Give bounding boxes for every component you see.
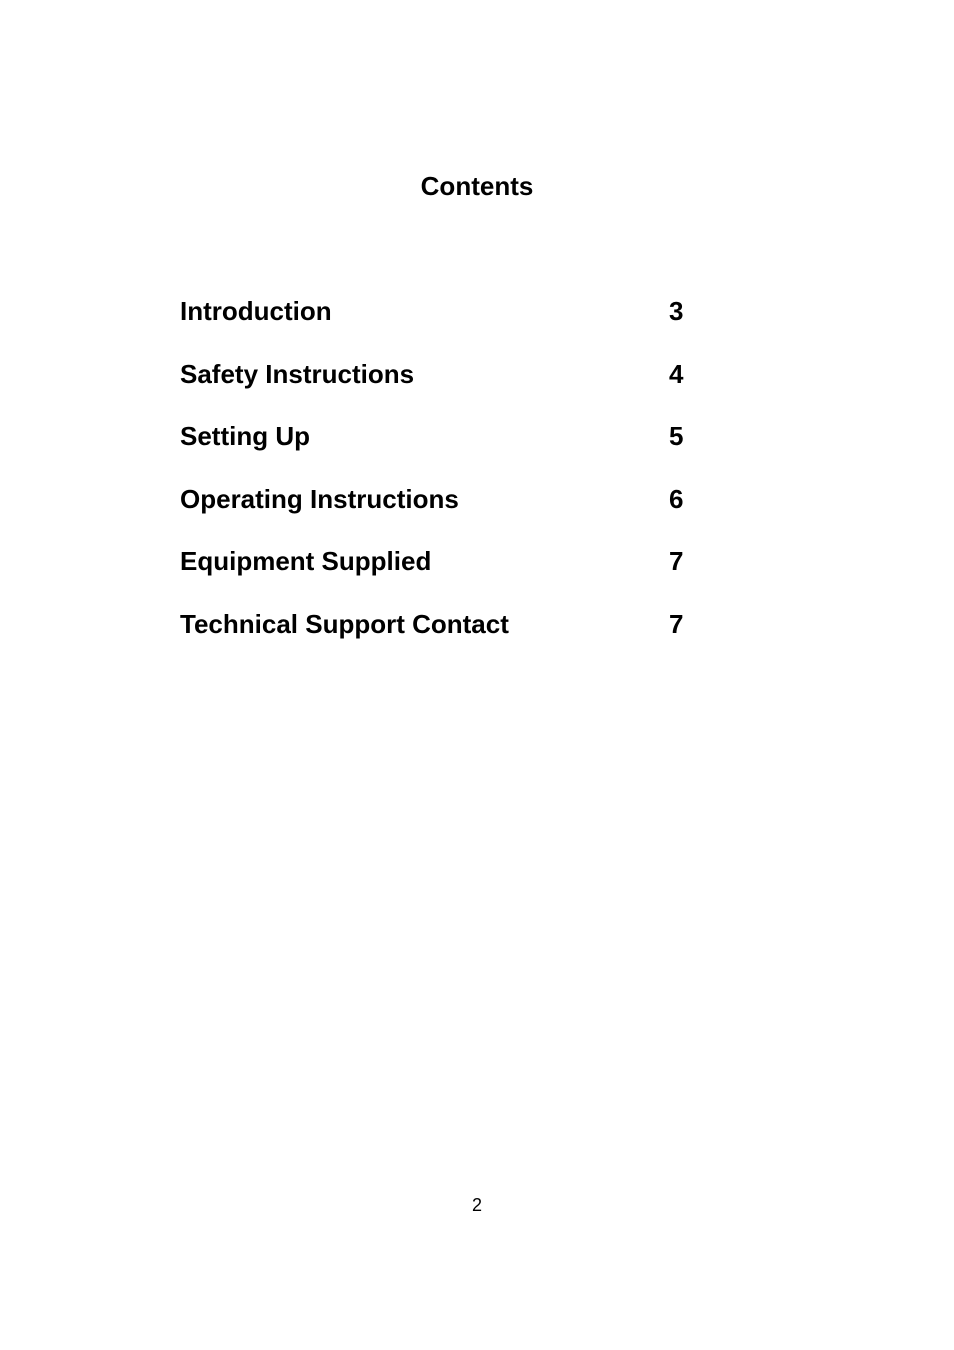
- toc-entry-label: Introduction: [180, 296, 332, 326]
- toc-entry-page: 5: [669, 421, 684, 452]
- toc-entry-page: 6: [669, 483, 684, 514]
- toc-entry-operating-instructions[interactable]: [180, 483, 700, 546]
- toc-entry-label: Equipment Supplied: [180, 546, 432, 577]
- toc-entry-label: Safety Instructions: [180, 358, 415, 389]
- toc-entry-page: 7: [669, 546, 684, 577]
- toc-entry-safety-instructions[interactable]: [180, 358, 700, 421]
- toc-entry-technical-support-contact[interactable]: [180, 608, 700, 671]
- toc-entry-page: 4: [669, 358, 684, 389]
- toc-entry-setting-up[interactable]: [180, 420, 700, 483]
- page-title: Contents: [420, 171, 534, 201]
- toc-entry-label: Setting Up: [180, 421, 310, 452]
- toc-entry-page: 7: [669, 608, 684, 639]
- toc-entry-page: 3: [669, 296, 684, 326]
- toc-entry-equipment-supplied[interactable]: [180, 545, 700, 608]
- toc-entry-introduction[interactable]: [180, 295, 700, 358]
- table-of-contents: [180, 295, 700, 671]
- toc-entry-label: Operating Instructions: [180, 483, 459, 514]
- page-number: 2: [471, 1195, 482, 1215]
- toc-entry-label: Technical Support Contact: [180, 608, 509, 639]
